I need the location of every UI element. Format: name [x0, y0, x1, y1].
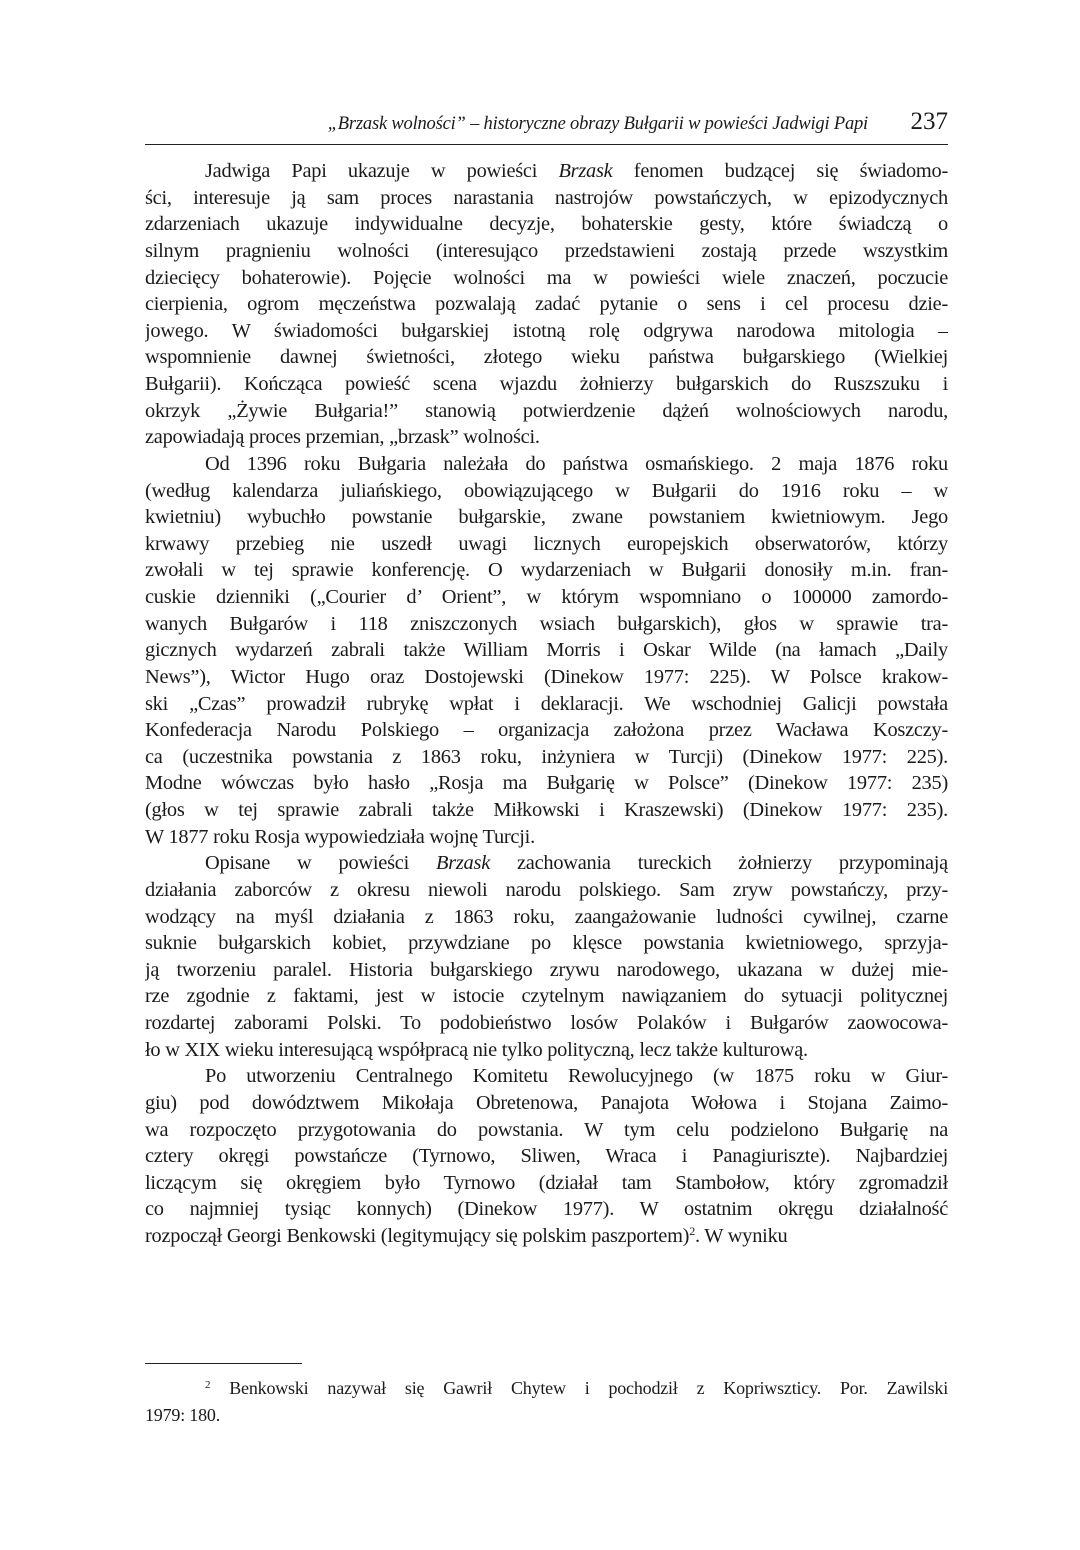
text-line: Od 1396 roku Bułgaria należała do państwa osmańskiego. 2 maja 1876 roku — [205, 452, 948, 475]
body-text — [145, 158, 948, 1250]
text-line: cierpienia, ogrom męczeństwa pozwalają zadać pytanie o sens i cel procesu dzie- — [145, 293, 948, 316]
text-line: wspomnienie dawnej świetności, złotego wieku państwa bułgarskiego (Wielkiej — [145, 346, 948, 369]
text-line: zwołali w tej sprawie konferencję. O wydarzeniach w Bułgarii donosiły m.in. fran- — [145, 559, 948, 582]
text-line: Bułgarii). Kończąca powieść scena wjazdu żołnierzy bułgarskich do Ruszszuku i — [145, 373, 948, 395]
paragraph — [145, 1063, 948, 1249]
text-line: zapowiadają proces przemian, „brzask” wolności. — [145, 426, 540, 449]
footnote-line: 1979: 180. — [145, 1405, 221, 1425]
text-line: Konfederacja Narodu Polskiego – organizacja założona przez Wacława Koszczy- — [145, 719, 948, 742]
text-line: wodzący na myśl działania z 1863 roku, zaangażowanie ludności cywilnej, czarne — [145, 905, 948, 928]
text-line: krwawy przebieg nie uszedł uwagi licznych europejskich obserwatorów, którzy — [145, 532, 948, 555]
paragraph — [145, 451, 948, 850]
text-line: suknie bułgarskich kobiet, przywdziane po klęsce powstania kwietniowego, sprzyja- — [145, 932, 948, 955]
running-header — [145, 108, 948, 142]
header-rule — [145, 144, 948, 145]
footnote-separator — [145, 1363, 302, 1364]
text-segment: Opisane w powieści — [205, 852, 436, 875]
text-segment: zachowania tureckich żołnierzy przypominają — [490, 852, 948, 875]
text-line: News”), Wictor Hugo oraz Dostojewski (Dinekow 1977: 225). W Polsce krakow- — [145, 665, 948, 688]
text-line: rze zgodnie z faktami, jest w istocie czytelnym nawiązaniem do sytuacji politycznej — [145, 985, 948, 1008]
italic-title: Brzask — [558, 160, 613, 182]
text-line: zdarzeniach ukazuje indywidualne decyzje, bohaterskie gesty, które świadczą o — [145, 213, 948, 236]
paragraph — [145, 850, 948, 1063]
text-line: (według kalendarza juliańskiego, obowiązującego w Bułgarii do 1916 roku – w — [145, 479, 948, 502]
text-line: rozdartej zaborami Polski. To podobieństwo losów Polaków i Bułgarów zaowocowa- — [145, 1012, 948, 1034]
text-line: dziecięcy bohaterowie). Pojęcie wolności ma w powieści wiele znaczeń, poczucie — [145, 266, 948, 289]
page-number: 237 — [910, 108, 948, 135]
text-segment: fenomen budzącej się świadomo- — [612, 160, 948, 182]
text-line: ją tworzeniu paralel. Historia bułgarskiego zrywu narodowego, ukazana w dużej mie- — [145, 958, 948, 981]
text-line: (głos w tej sprawie zabrali także Miłkowski i Kraszewski) (Dinekow 1977: 235). — [145, 799, 948, 821]
text-line — [145, 1223, 948, 1250]
text-line: Modne wówczas było hasło „Rosja ma Bułgarię w Polsce” (Dinekow 1977: 235) — [145, 772, 948, 795]
paragraph — [145, 158, 948, 451]
text-segment: Jadwiga Papi ukazuje w powieści — [205, 160, 559, 182]
text-line — [145, 158, 948, 185]
text-line: Po utworzeniu Centralnego Komitetu Rewolucyjnego (w 1875 roku w Giur- — [205, 1065, 948, 1088]
footnote — [145, 1375, 948, 1429]
text-line — [145, 850, 948, 877]
text-line: wa rozpoczęto przygotowania do powstania. W tym celu podzielono Bułgarię na — [145, 1118, 948, 1141]
footnote-reference: 2 — [689, 1224, 695, 1238]
footnote-line — [145, 1375, 948, 1402]
italic-title: Brzask — [435, 852, 490, 875]
text-line: co najmniej tysiąc konnych) (Dinekow 1977). W ostatnim okręgu działalność — [145, 1198, 948, 1221]
text-line: cuskie dzienniki („Courier d’ Orient”, w którym wspomniano o 100000 zamordo- — [145, 586, 948, 608]
text-segment: rozpoczął Georgi Benkowski (legitymujący się polskim paszportem) — [145, 1225, 690, 1247]
text-line: ści, interesuje ją sam proces narastania nastrojów powstańczych, w epizodycznych — [145, 186, 948, 209]
running-title: „Brzask wolności” – historyczne obrazy Bułgarii w powieści Jadwigi Papi — [327, 114, 868, 134]
text-line: W 1877 roku Rosja wypowiedziała wojnę Turcji. — [145, 825, 535, 848]
text-line: silnym pragnieniu wolności (interesująco przedstawieni zostają przede wszystkim — [145, 239, 948, 262]
text-line: gicznych wydarzeń zabrali także William Morris i Oskar Wilde (na łamach „Daily — [145, 639, 948, 662]
text-line: ca (uczestnika powstania z 1863 roku, inżyniera w Turcji) (Dinekow 1977: 225). — [145, 745, 948, 768]
text-line: wanych Bułgarów i 118 zniszczonych wsiach bułgarskich), głos w sprawie tra- — [145, 612, 948, 635]
text-line: ski „Czas” prowadził rubrykę wpłat i deklaracji. We wschodniej Galicji powstała — [145, 692, 948, 715]
text-line: jowego. W świadomości bułgarskiej istotną rolę odgrywa narodowa mitologia – — [145, 319, 948, 342]
text-line: ło w XIX wieku interesującą współpracą nie tylko polityczną, lecz także kulturową. — [145, 1038, 808, 1061]
text-line: okrzyk „Żywie Bułgaria!” stanowią potwierdzenie dążeń wolnościowych narodu, — [145, 399, 948, 422]
footnote-marker: 2 — [205, 1379, 211, 1391]
text-line: giu) pod dowództwem Mikołaja Obretenowa, Panajota Wołowa i Stojana Zaimo- — [145, 1091, 948, 1114]
footnote-text: Benkowski nazywał się Gawrił Chytew i pochodził z Kopriwszticy. Por. Zawilski — [210, 1378, 948, 1398]
text-line: kwietniu) wybuchło powstanie bułgarskie, zwane powstaniem kwietniowym. Jego — [145, 506, 948, 529]
text-line: cztery okręgi powstańcze (Tyrnowo, Sliwen, Wraca i Panagiuriszte). Najbardziej — [145, 1145, 948, 1168]
text-line: działania zaborców z okresu niewoli narodu polskiego. Sam zryw powstańczy, przy- — [145, 878, 948, 901]
text-segment: . W wyniku — [694, 1225, 788, 1247]
text-line: liczącym się okręgiem było Tyrnowo (działał tam Stambołow, który zgromadził — [145, 1171, 948, 1194]
